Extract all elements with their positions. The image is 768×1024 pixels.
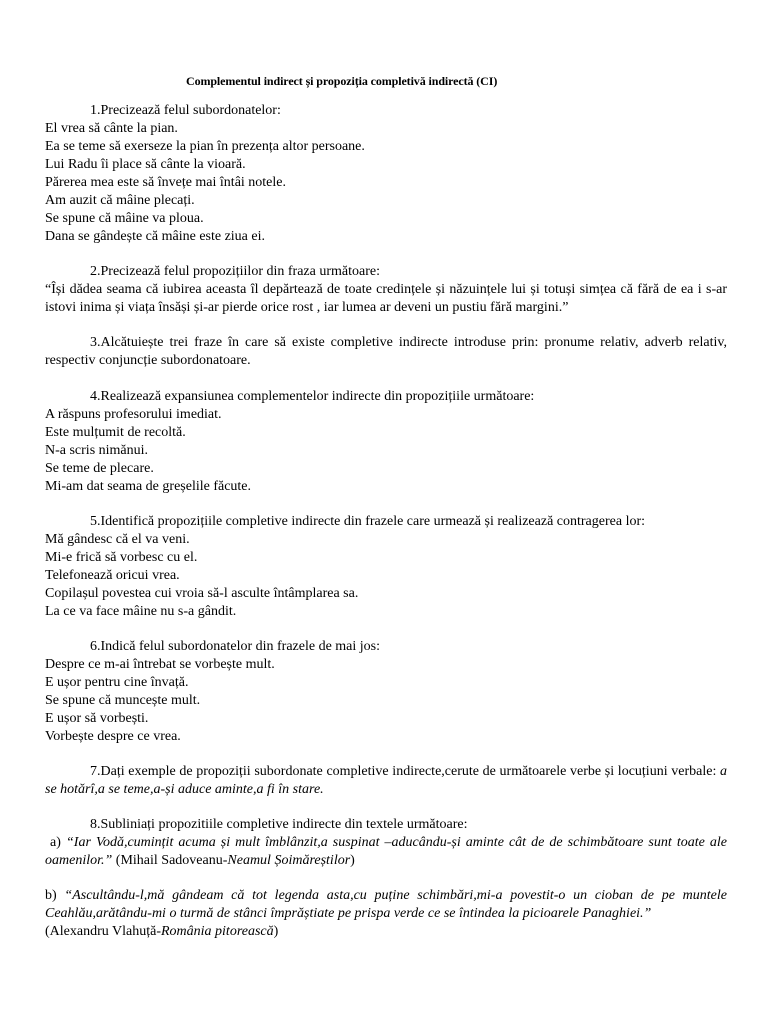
exercise-7-instruction: 7.Dați exemple de propoziții subordonate completive indirecte,cerute de următoarele verbe și locuțiuni verbale: bbox=[90, 764, 720, 779]
exercise-1-line: Am auzit că mâine plecați. bbox=[45, 193, 195, 208]
exercise-4-question: 4.Realizează expansiunea complementelor indirecte din propozițiile următoare: bbox=[90, 389, 535, 404]
exercise-4-line: Se teme de plecare. bbox=[45, 461, 154, 476]
exercise-8-label-a: a) bbox=[45, 835, 66, 850]
exercise-5-line: La ce va face mâine nu s-a gândit. bbox=[45, 604, 237, 619]
exercise-6-line: E ușor să vorbești. bbox=[45, 711, 149, 726]
exercise-2-question: 2.Precizează felul propozițiilor din fraza următoare: bbox=[90, 264, 380, 279]
exercise-2 bbox=[45, 263, 727, 317]
exercise-3-text: 3.Alcătuiește trei fraze în care să existe completive indirecte introduse prin: pronume relativ, adverb relativ, respectiv conjuncție subordonatoare. bbox=[45, 335, 727, 368]
document-title: Complementul indirect și propoziția completivă indirectă (CI) bbox=[186, 74, 498, 88]
exercise-8-quote-a: “Iar Vodă,cumințit acuma și mult îmblânzit,a suspinat –aducându-și aminte cât de de schimbătoare sunt toate ale oamenilor.” bbox=[45, 835, 727, 868]
exercise-5-line: Copilașul povestea cui vroia să-l asculte întâmplarea sa. bbox=[45, 586, 359, 601]
exercise-1 bbox=[45, 102, 727, 246]
exercise-1-line: Lui Radu îi place să cânte la vioară. bbox=[45, 157, 246, 172]
exercise-2-quote: “Își dădea seama că iubirea aceasta îl depărtează de toate credințele și năzuințele lui și totuși simțea că fără de ea i s-ar istovi inima și viața însăși și-ar pierde orice rost , iar lumea ar deveni un pustiu fără margini.” bbox=[45, 282, 727, 315]
exercise-7-text bbox=[45, 763, 727, 799]
exercise-6-line: Despre ce m-ai întrebat se vorbește mult. bbox=[45, 657, 275, 672]
exercise-8-quote-b: “Ascultându-l,mă gândeam că tot legenda asta,cu puține schimbări,mi-a povestit-o un cioban de pe muntele Ceahlău,arătându-mi o turmă de stânci împrăștiate pe prispa verde ce se întindea la picioarele Panaghiei.” bbox=[45, 888, 727, 921]
exercise-1-line: El vrea să cânte la pian. bbox=[45, 121, 178, 136]
exercise-4-line: N-a scris nimănui. bbox=[45, 443, 149, 458]
exercise-5-line: Telefonează oricui vrea. bbox=[45, 568, 180, 583]
exercise-8-author-b: (Alexandru Vlahuță- bbox=[45, 924, 161, 939]
exercise-5 bbox=[45, 513, 727, 621]
exercise-7 bbox=[45, 763, 727, 799]
exercise-8-work-a: Neamul Șoimăreștilor bbox=[227, 853, 351, 868]
exercise-1-line: Dana se gândește că mâine este ziua ei. bbox=[45, 229, 266, 244]
exercise-1-line: Ea se teme să exerseze la pian în prezența altor persoane. bbox=[45, 139, 365, 154]
exercise-1-question: 1.Precizează felul subordonatelor: bbox=[90, 103, 281, 118]
exercise-3 bbox=[45, 334, 727, 370]
exercise-6-line: Vorbește despre ce vrea. bbox=[45, 729, 181, 744]
exercise-6-line: E ușor pentru cine învață. bbox=[45, 675, 189, 690]
exercise-1-line: Se spune că mâine va ploua. bbox=[45, 211, 204, 226]
exercise-8-question: 8.Subliniați propozitiile completive indirecte din textele următoare: bbox=[90, 817, 468, 832]
exercise-4-line: Este mulțumit de recoltă. bbox=[45, 425, 186, 440]
exercise-5-line: Mă gândesc că el va veni. bbox=[45, 532, 190, 547]
exercise-8-close-b: ) bbox=[273, 924, 279, 939]
exercise-4 bbox=[45, 388, 727, 496]
exercise-8-label-b: b) bbox=[45, 888, 65, 903]
exercise-8-source-b bbox=[45, 923, 727, 941]
exercise-8-text-a bbox=[45, 834, 727, 870]
exercise-5-line: Mi-e frică să vorbesc cu el. bbox=[45, 550, 198, 565]
exercise-5-question: 5.Identifică propozițiile completive indirecte din frazele care urmează și realizează contragerea lor: bbox=[90, 514, 646, 529]
exercise-8-text-b bbox=[45, 887, 727, 923]
exercise-6-line: Se spune că muncește mult. bbox=[45, 693, 201, 708]
exercise-4-line: Mi-am dat seama de greșelile făcute. bbox=[45, 479, 252, 494]
exercise-4-line: A răspuns profesorului imediat. bbox=[45, 407, 222, 422]
exercise-8-author-a: (Mihail Sadoveanu- bbox=[112, 853, 228, 868]
exercise-1-line: Părerea mea este să învețe mai întâi notele. bbox=[45, 175, 287, 190]
exercise-8-work-b: România pitorească bbox=[160, 924, 274, 939]
exercise-6-question: 6.Indică felul subordonatelor din frazele de mai jos: bbox=[90, 639, 381, 654]
exercise-6 bbox=[45, 638, 727, 746]
exercise-7-examples: a se hotărî,a se teme,a-și aduce aminte,a fi în stare. bbox=[45, 764, 727, 797]
exercise-8-b bbox=[45, 887, 727, 941]
exercise-8 bbox=[45, 816, 727, 870]
exercise-8-close-a: ) bbox=[350, 853, 355, 868]
